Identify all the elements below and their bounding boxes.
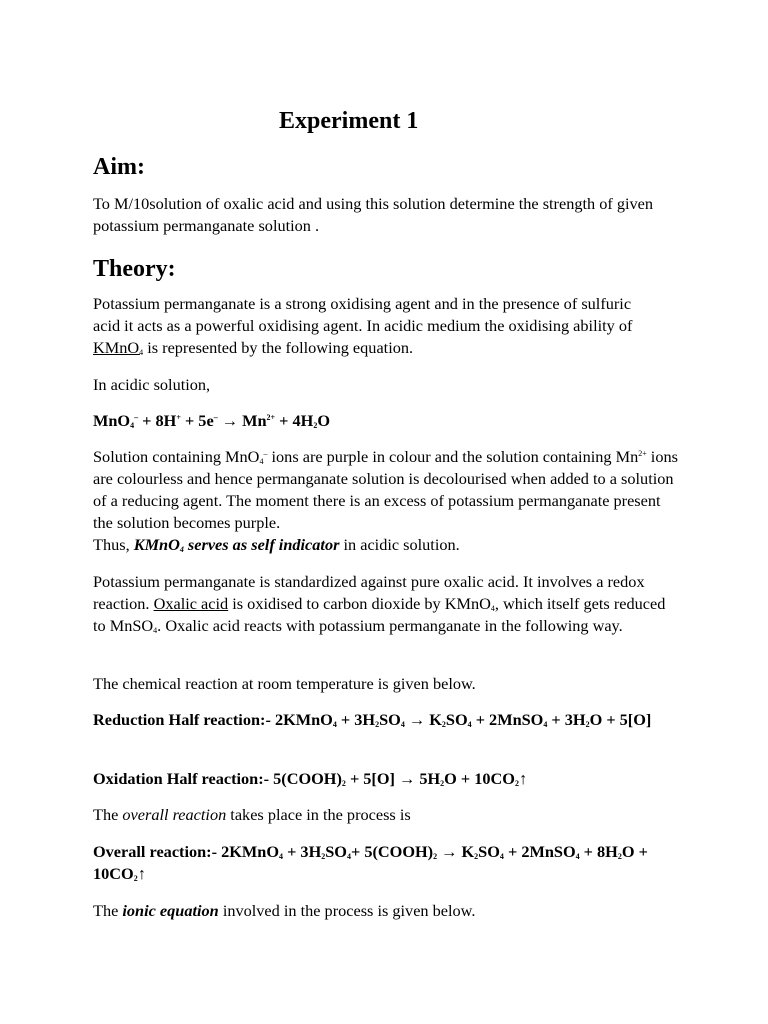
theory-paragraph-1: Potassium permanganate is a strong oxidising agent and in the presence of sulfuric acid it acts as a powerful oxidising agent. In acidic medium the oxidising ability of KMnO$_4$ is represented by the following equation. bbox=[93, 294, 633, 357]
aim-text: To M/10solution of oxalic acid and using this solution determine the strength of given potassium permanganate solution . bbox=[93, 194, 654, 235]
theory-heading: Theory: bbox=[93, 256, 176, 282]
page-title: Experiment 1 bbox=[279, 108, 419, 134]
theory-paragraph-3: Potassium permanganate is standardized against pure oxalic acid. It involves a redox reaction. Oxalic acid is oxidised to carbon dioxide by KMnO$_4$, which itself gets reduced to MnSO$_4$. Oxalic acid reacts with potassium permanganate in the following way. bbox=[93, 572, 666, 635]
acidic-intro: In acidic solution, bbox=[93, 375, 211, 394]
overall-reaction-italic: overall reaction bbox=[122, 805, 227, 824]
reduction-half-reaction: Reduction Half reaction:- 2KMnO$_4$ + $3H_2SO_4 \to K_2SO_4$ + 2MnSO$_4$ + $3H_2O + 5[O]$ bbox=[93, 710, 652, 729]
self-indicator-phrase: KMnO$_4$ serves as self indicator bbox=[133, 535, 340, 554]
theory-paragraph-2: Solution containing MnO$_4$– ions are purple in colour and the solution containing $Mn^{2+}$ ions are colourless and hence permanganate solution is decolourised when added to a solution of a reducing agent. The moment there is an excess of potassium permanganate present the solution becomes purple. Thus, KMnO$_4$ serves as self indicator in acidic solution. bbox=[93, 447, 678, 554]
theory-paragraph-4: The chemical reaction at room temperature is given below. bbox=[93, 674, 476, 693]
aim-heading: Aim: bbox=[93, 154, 145, 180]
ionic-equation-phrase: ionic equation bbox=[122, 901, 219, 920]
permanganate-equation: $MnO_4^- + 8H^+ + 5e^- \to Mn^{2+} + 4H_2O$ bbox=[93, 411, 330, 430]
theory-paragraph-5: The overall reaction takes place in the process is bbox=[93, 805, 411, 824]
overall-reaction: Overall reaction:- 2KMnO$_4$ + $3H_2SO_4+$ $5(COOH)_2 \to K_2SO_4$ + 2MnSO$_4$ + $8H_2O$ + $10CO_2↑$ bbox=[93, 842, 648, 883]
theory-paragraph-6: The ionic equation involved in the process is given below. bbox=[93, 901, 476, 920]
kmno4-underlined: KMnO$_4$ bbox=[93, 338, 144, 357]
oxalic-acid-link: Oxalic acid bbox=[153, 594, 229, 613]
oxidation-half-reaction: Oxidation Half reaction:- $5(COOH)_2 + 5[O] \to 5H_2O$ + $10CO_2↑$ bbox=[93, 769, 528, 788]
